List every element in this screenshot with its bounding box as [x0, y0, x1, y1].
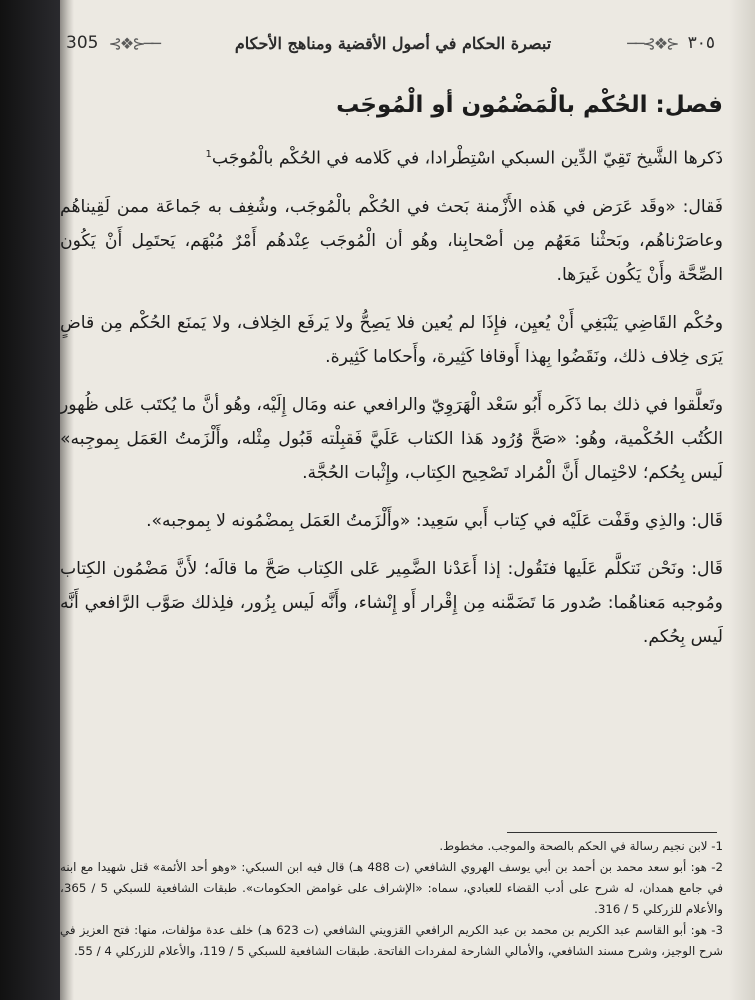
paragraph: وحُكْم القَاضِي يَنْبَغِي أَنْ يُعيِن، فإِذَا لم يُعين فلا يَصِحُّ ولا يَرفَع الخِلاف، ولا يَمنَع الحُكْم مِن قاضٍ يَرَى خِلاف ذلك، ونَقَضُوا بِهذا أَوقافا كَثِيرة، وأَحكاما كَثِيرة. — [60, 312, 723, 367]
footnote: 3- هو: أبو القاسم عبد الكريم بن محمد بن عبد الكريم الرافعي القزويني الشافعي (ت 623 هـ) خلف عدة مؤلفات، منها: فتح العزيز في شرح الوجيز، وشرح مسند الشافعي، والأمالي الشارحة لمفردات الفاتحة. طبقات الشافعية للسبكي 5 / 119، والأعلام للزركلي 4 / 55. — [60, 923, 724, 958]
paragraph — [60, 138, 723, 176]
footnotes — [60, 836, 723, 962]
paragraph: وتَعلَّقوا في ذلك بما ذَكَره أَبُو سَعْد الْهَرَوِيّ والرافعي عنه ومَال إِلَيْه، وهُو أنَّ ما يُكتَب عَلى ظُهور الكُتُب الحُكْمية، وهُو: «صَحَّ وُرُود هَذا الكتاب عَلَيَّ فَقبِلْته قَبُول مِثْله، وأَلْزَمتُ العَمَل بِموجِبه» لَيس بِحُكم؛ لاحْتِمال أَنَّ الْمُراد تَصْحِيح الكِتاب، وإِثْبات الحُجَّة. — [60, 394, 723, 483]
paragraph: فَقال: «وقَد عَرَض في هَذه الأَزْمنة بَحث في الحُكْم بالْمُوجَب، وشُغِف به جَماعَة ممن لَقِيناهُم وعاصَرْناهُم، وبَحثْنا مَعَهُم مِن أصْحابِنا، وهُو أن الْمُوجَب عِنْدهُم أَمْرٌ مُبْهَم، يَحتَمِل أَنْ يَكُون الصِّحَّة وأَنْ يَكُون غَيرَها. — [60, 196, 723, 285]
paragraph: قَال: ونَحْن نَتكلَّم عَلَيها فنَقُول: إذا أَعَدْنا الضَّمِير عَلى الكِتاب صَحَّ ما قالَه؛ لأَنَّ مَضْمُون الكِتاب ومُوجبه مَعناهُما: صُدور مَا تَضَمَّنه مِن إِقْرار أَو إِنْشاء، وأَنَّه لَيس بِزُور، فلِذلك صَوَّب الرَّافعي أَنَّه لَيس بِحُكم. — [60, 558, 723, 647]
running-header — [66, 28, 715, 58]
main-text — [60, 88, 723, 668]
header-right — [627, 33, 715, 53]
footnote-divider — [507, 832, 717, 833]
running-title: تبصرة الحكام في أصول الأقضية ومناهج الأحكام — [234, 33, 552, 53]
header-left — [66, 33, 159, 53]
section-title: فصل: الحُكْم بالْمَضْمُون أو الْمُوجَب — [336, 92, 723, 118]
footnote: 2- هو: أبو سعد محمد بن أحمد بن أبي يوسف الهروي الشافعي (ت 488 هـ) قال فيه ابن السبكي: «وهو أحد الأئمة» قتل شهيدا مع ابنه في جامع همدان، له شرح على أدب القضاء للعبادي، سماه: «الإشراف على غوامض الحكومات». طبقات الشافعية للسبكي 5 / 365، والأعلام للزركلي 5 / 316. — [60, 860, 723, 916]
book-page — [60, 0, 755, 1000]
footnote-marker: 1 — [205, 149, 212, 160]
ornament-icon: ⊰❖⊱── — [108, 33, 159, 53]
ornament-icon: ──⊰❖⊱ — [627, 33, 678, 53]
page-fore-edge — [729, 0, 755, 1000]
page-number-latin: 305 — [66, 33, 99, 53]
footnote: 1- لابن نجيم رسالة في الحكم بالصحة والموجب. مخطوط. — [439, 839, 723, 853]
page-number-arabic: ٣٠٥ — [687, 33, 715, 53]
paragraph: قَال: والذِي وقَفْت عَلَيْه في كِتاب أَبي سَعِيد: «وأَلْزَمتُ العَمَل بِمضْمُونه لا بِموجبه». — [146, 510, 723, 531]
book-spine-shadow — [0, 0, 60, 1000]
paragraph-text: ذَكرها الشَّيخ تَقِيّ الدِّين السبكي اسْتِطْرادا، في كَلامه في الحُكْم بالْمُوجَب — [211, 148, 723, 169]
